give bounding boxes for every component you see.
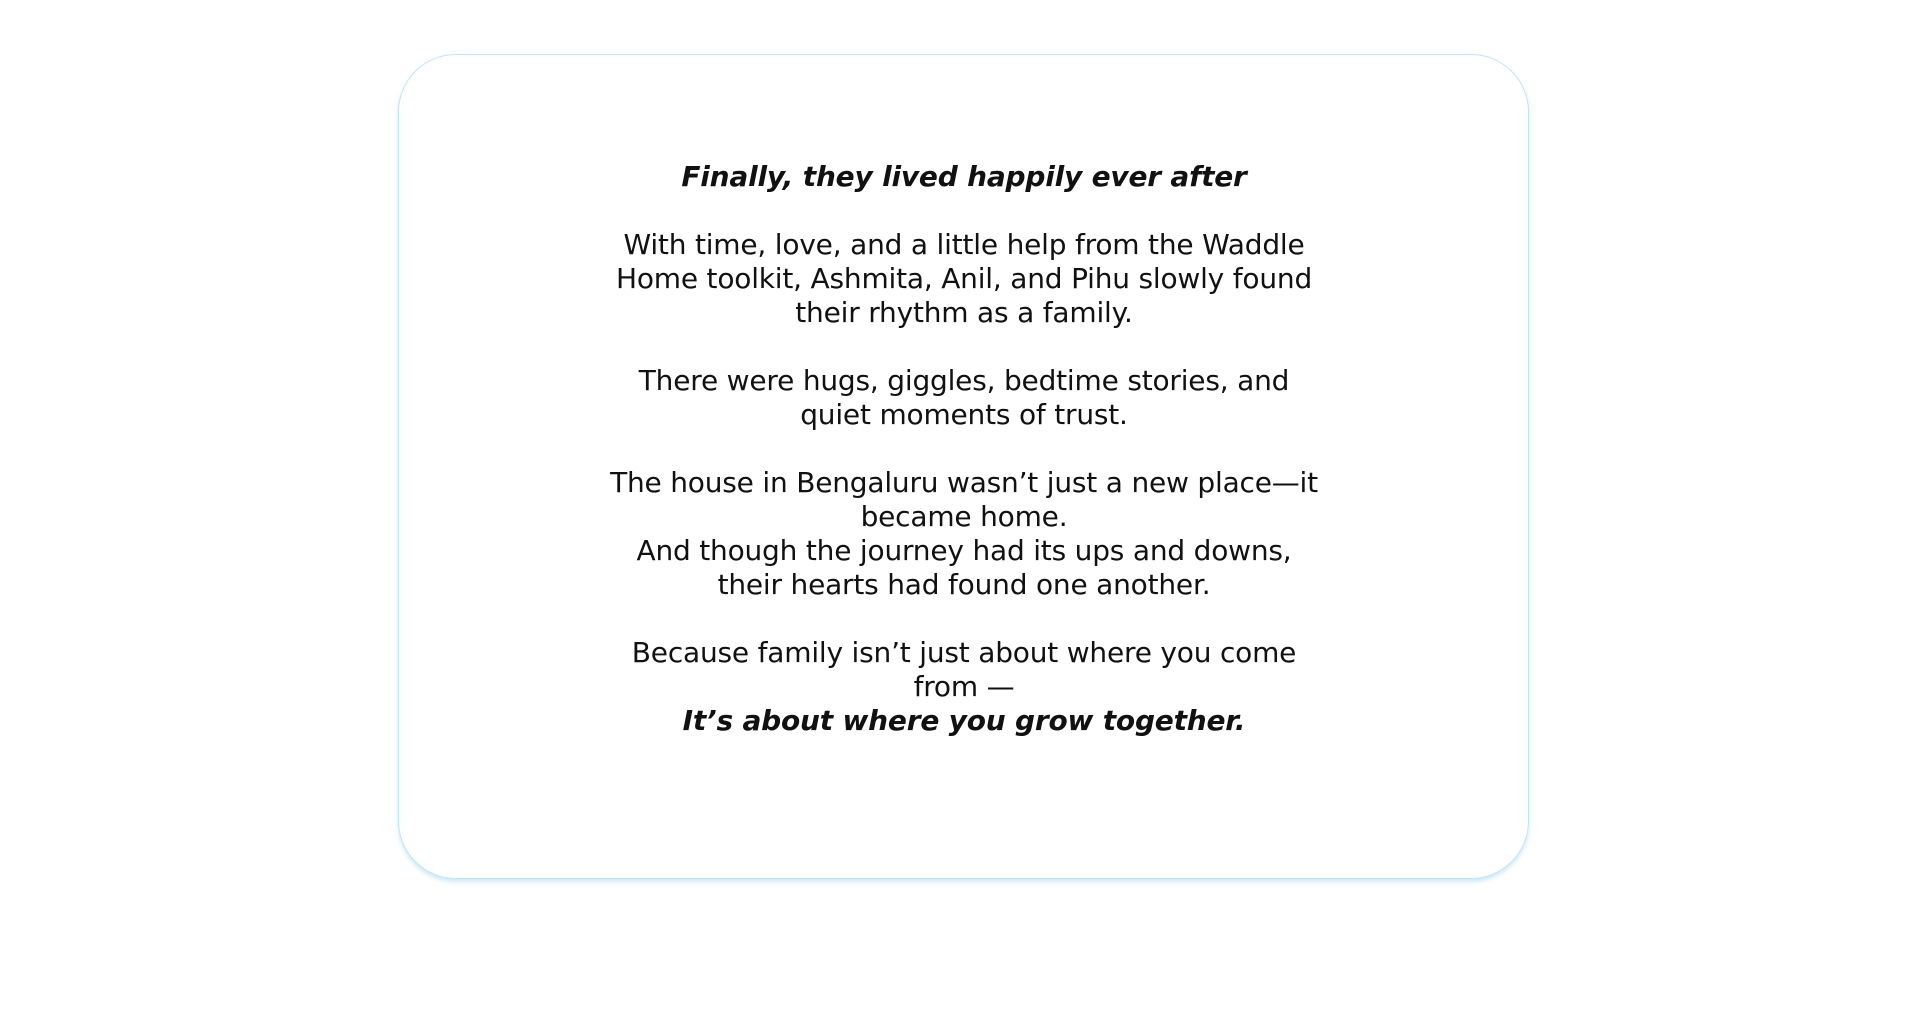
spacer <box>610 432 1318 466</box>
spacer <box>610 330 1318 364</box>
story-closing-line: It’s about where you grow together. <box>682 704 1246 737</box>
story-paragraph-3b: And though the journey had its ups and downs, their hearts had found one another. <box>636 534 1292 601</box>
story-paragraph-2: There were hugs, giggles, bedtime stories, and quiet moments of trust. <box>638 364 1290 431</box>
story-paragraph-4: Because family isn’t just about where you come from — <box>631 636 1297 703</box>
story-paragraph-1: With time, love, and a little help from the Waddle Home toolkit, Ashmita, Anil, and Pihu slowly found their rhythm as a family. <box>615 228 1313 329</box>
story-paragraph-3a: The house in Bengaluru wasn’t just a new place—it became home. <box>610 466 1318 533</box>
story-text-block <box>610 160 1318 738</box>
story-title: Finally, they lived happily ever after <box>681 160 1247 193</box>
spacer <box>610 194 1318 228</box>
spacer <box>610 602 1318 636</box>
